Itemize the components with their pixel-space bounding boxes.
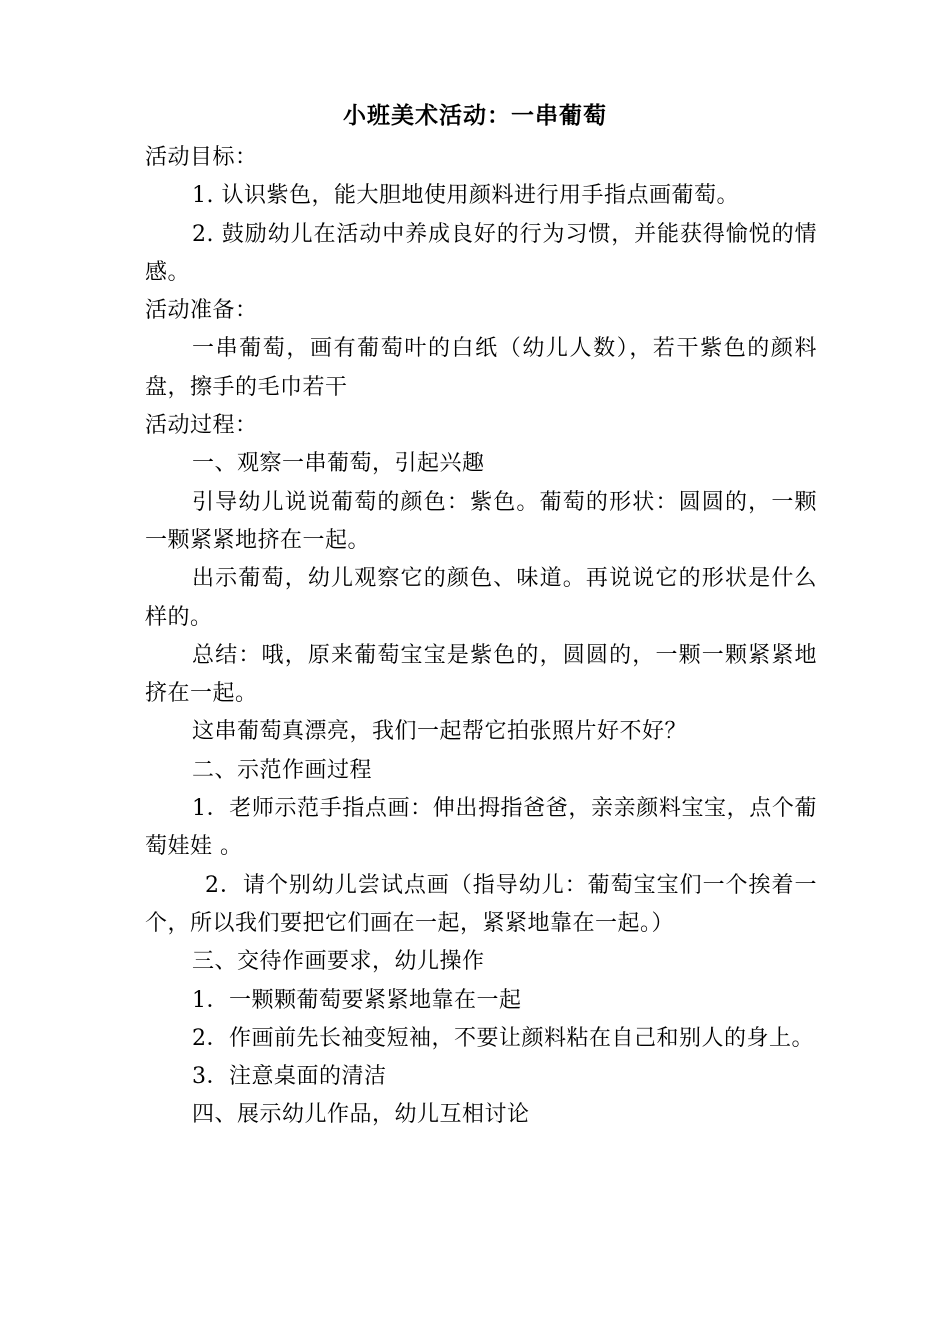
- process-step-1-paragraph-2: 出示葡萄，幼儿观察它的颜色、味道。再说说它的形状是什么样的。: [145, 566, 817, 630]
- section-heading-goals: 活动目标：: [145, 145, 258, 170]
- goal-item-1: 1. 认识紫色，能大胆地使用颜料进行用手指点画葡萄。: [192, 183, 739, 209]
- preparation-text: 一串葡萄，画有葡萄叶的白纸（幼儿人数），若干紫色的颜料盘，擦手的毛巾若干: [145, 336, 817, 400]
- process-step-1-paragraph-1: 引导幼儿说说葡萄的颜色：紫色。葡萄的形状：圆圆的，一颗一颗紧紧地挤在一起。: [145, 489, 817, 553]
- process-step-2-item-2: 2．请个别幼儿尝试点画（指导幼儿：葡萄宝宝们一个挨着一个，所以我们要把它们画在一起，紧紧地靠在一起。）: [145, 872, 817, 936]
- process-step-3-item-1: 1．一颗颗葡萄要紧紧地靠在一起: [192, 987, 522, 1013]
- process-step-1-summary: 总结：哦，原来葡萄宝宝是紫色的，圆圆的，一颗一颗紧紧地挤在一起。: [145, 642, 817, 707]
- document-title: 小班美术活动：一串葡萄: [343, 103, 607, 129]
- process-step-3-item-3: 3．注意桌面的清洁: [192, 1064, 387, 1090]
- goal-item-2: 2. 鼓励幼儿在活动中养成良好的行为习惯，并能获得愉悦的情感。: [145, 221, 817, 285]
- section-heading-process: 活动过程：: [145, 413, 258, 439]
- process-step-3-item-2: 2．作画前先长袖变短袖，不要让颜料粘在自己和别人的身上。: [192, 1025, 814, 1051]
- section-heading-preparation: 活动准备：: [145, 298, 258, 324]
- process-step-3-heading: 三、交待作画要求，幼儿操作: [192, 949, 485, 975]
- document-body: [145, 139, 817, 1135]
- process-step-1-heading: 一、观察一串葡萄，引起兴趣: [192, 451, 485, 477]
- process-step-1-question: 这串葡萄真漂亮，我们一起帮它拍张照片好不好？: [192, 719, 688, 745]
- process-step-2-item-1: 1．老师示范手指点画：伸出拇指爸爸，亲亲颜料宝宝，点个葡萄娃娃 。: [145, 796, 817, 860]
- process-step-2-heading: 二、示范作画过程: [192, 757, 373, 783]
- process-step-4-heading: 四、展示幼儿作品，幼儿互相讨论: [192, 1102, 530, 1128]
